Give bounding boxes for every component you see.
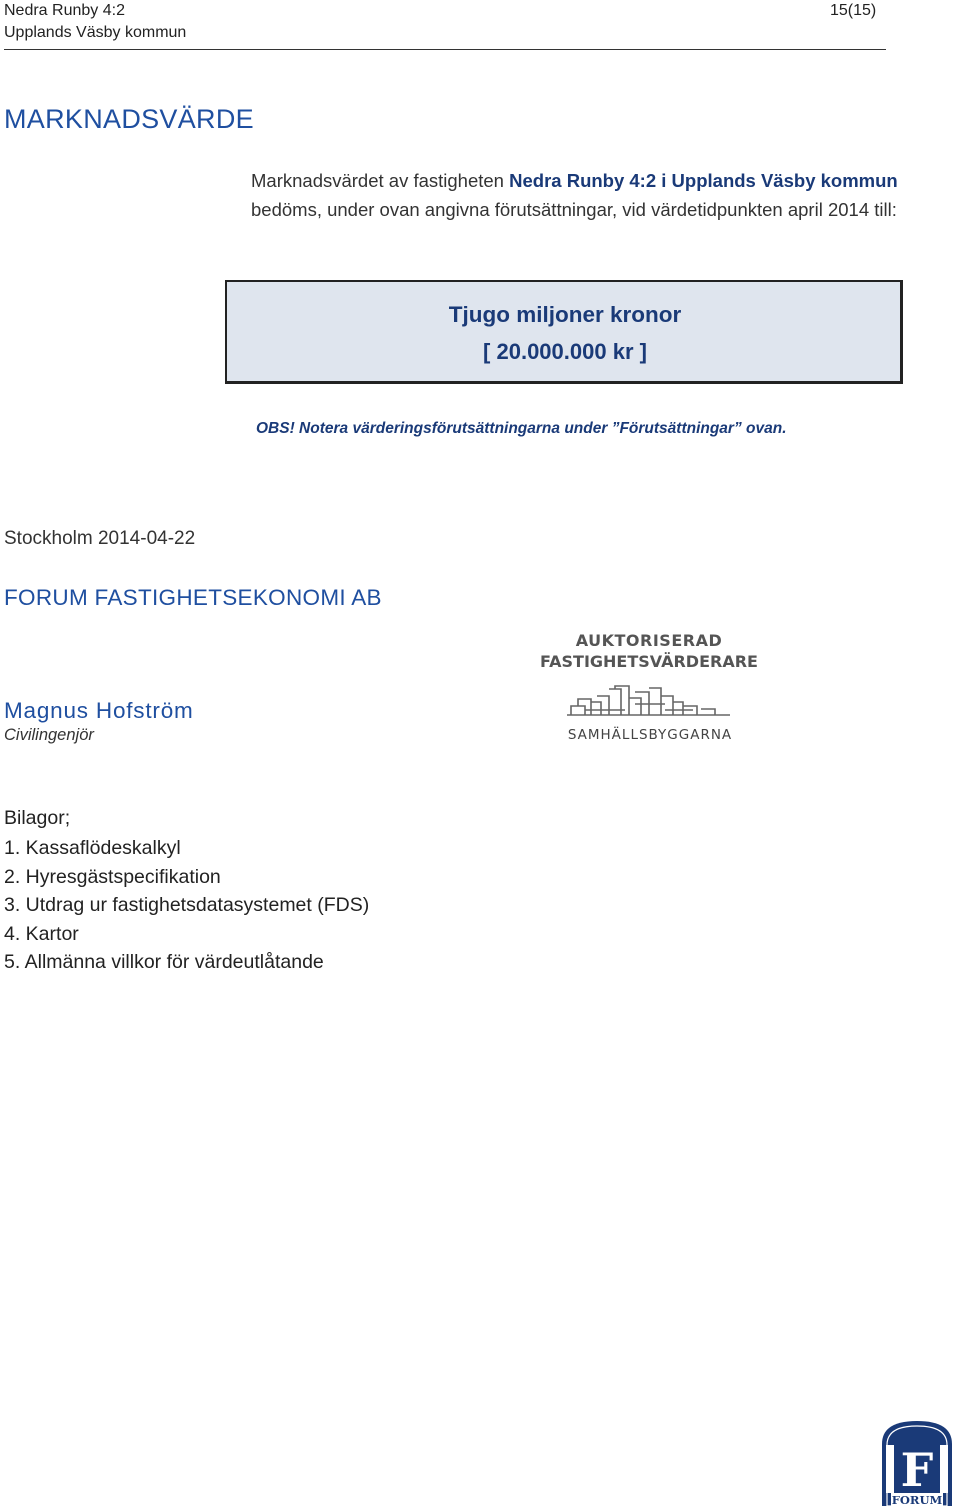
section-title: MARKNADSVÄRDE: [4, 104, 254, 134]
forum-logo-icon: [880, 1418, 954, 1508]
company-name: FORUM FASTIGHETSEKONOMI AB: [4, 585, 382, 610]
header-property: Nedra Runby 4:2: [4, 2, 125, 19]
place-date: Stockholm 2014-04-22: [4, 528, 196, 549]
forum-logo-name: FORUM: [891, 1493, 943, 1507]
certification-logo-line1: AUKTORISERAD: [575, 631, 723, 650]
intro-text-end: bedöms, under ovan angivna förutsättningar, vid värdetidpunkten april 2014 till:: [251, 199, 897, 220]
signatory-name: Magnus Hofström: [4, 698, 194, 723]
forum-logo-letter: F: [900, 1443, 934, 1497]
header-divider: [4, 49, 886, 50]
intro-paragraph: [251, 166, 901, 224]
market-value-box: [225, 280, 903, 384]
attachment-item: 4. Kartor: [4, 922, 79, 945]
attachment-item: 3. Utdrag ur fastighetsdatasystemet (FDS): [4, 894, 370, 916]
attachments-heading: Bilagor;: [4, 807, 71, 829]
header-municipality: Upplands Väsby kommun: [4, 24, 187, 41]
intro-property-name: Nedra Runby 4:2 i Upplands Väsby kommun: [509, 170, 898, 191]
signatory-title: Civilingenjör: [4, 726, 94, 744]
certification-logo-line2: FASTIGHETSVÄRDERARE: [540, 652, 758, 671]
certification-logo-org: SAMHÄLLSBYGGARNA: [567, 727, 733, 743]
page-number: 15(15): [830, 2, 877, 19]
attachment-item: 2. Hyresgästspecifikation: [4, 865, 221, 888]
market-value-amount: [ 20.000.000 kr ]: [483, 339, 647, 364]
market-value-words: Tjugo miljoner kronor: [448, 302, 682, 327]
attachment-item: 5. Allmänna villkor för värdeutlåtande: [4, 951, 324, 973]
attachment-item: 1. Kassaflödeskalkyl: [4, 837, 181, 859]
skyline-icon: [565, 684, 735, 724]
valuation-note: OBS! Notera värderingsförutsättningarna under ”Förutsättningar” ovan.: [256, 420, 787, 437]
intro-text-start: Marknadsvärdet av fastigheten: [251, 170, 510, 191]
attachments-list: [4, 836, 369, 979]
